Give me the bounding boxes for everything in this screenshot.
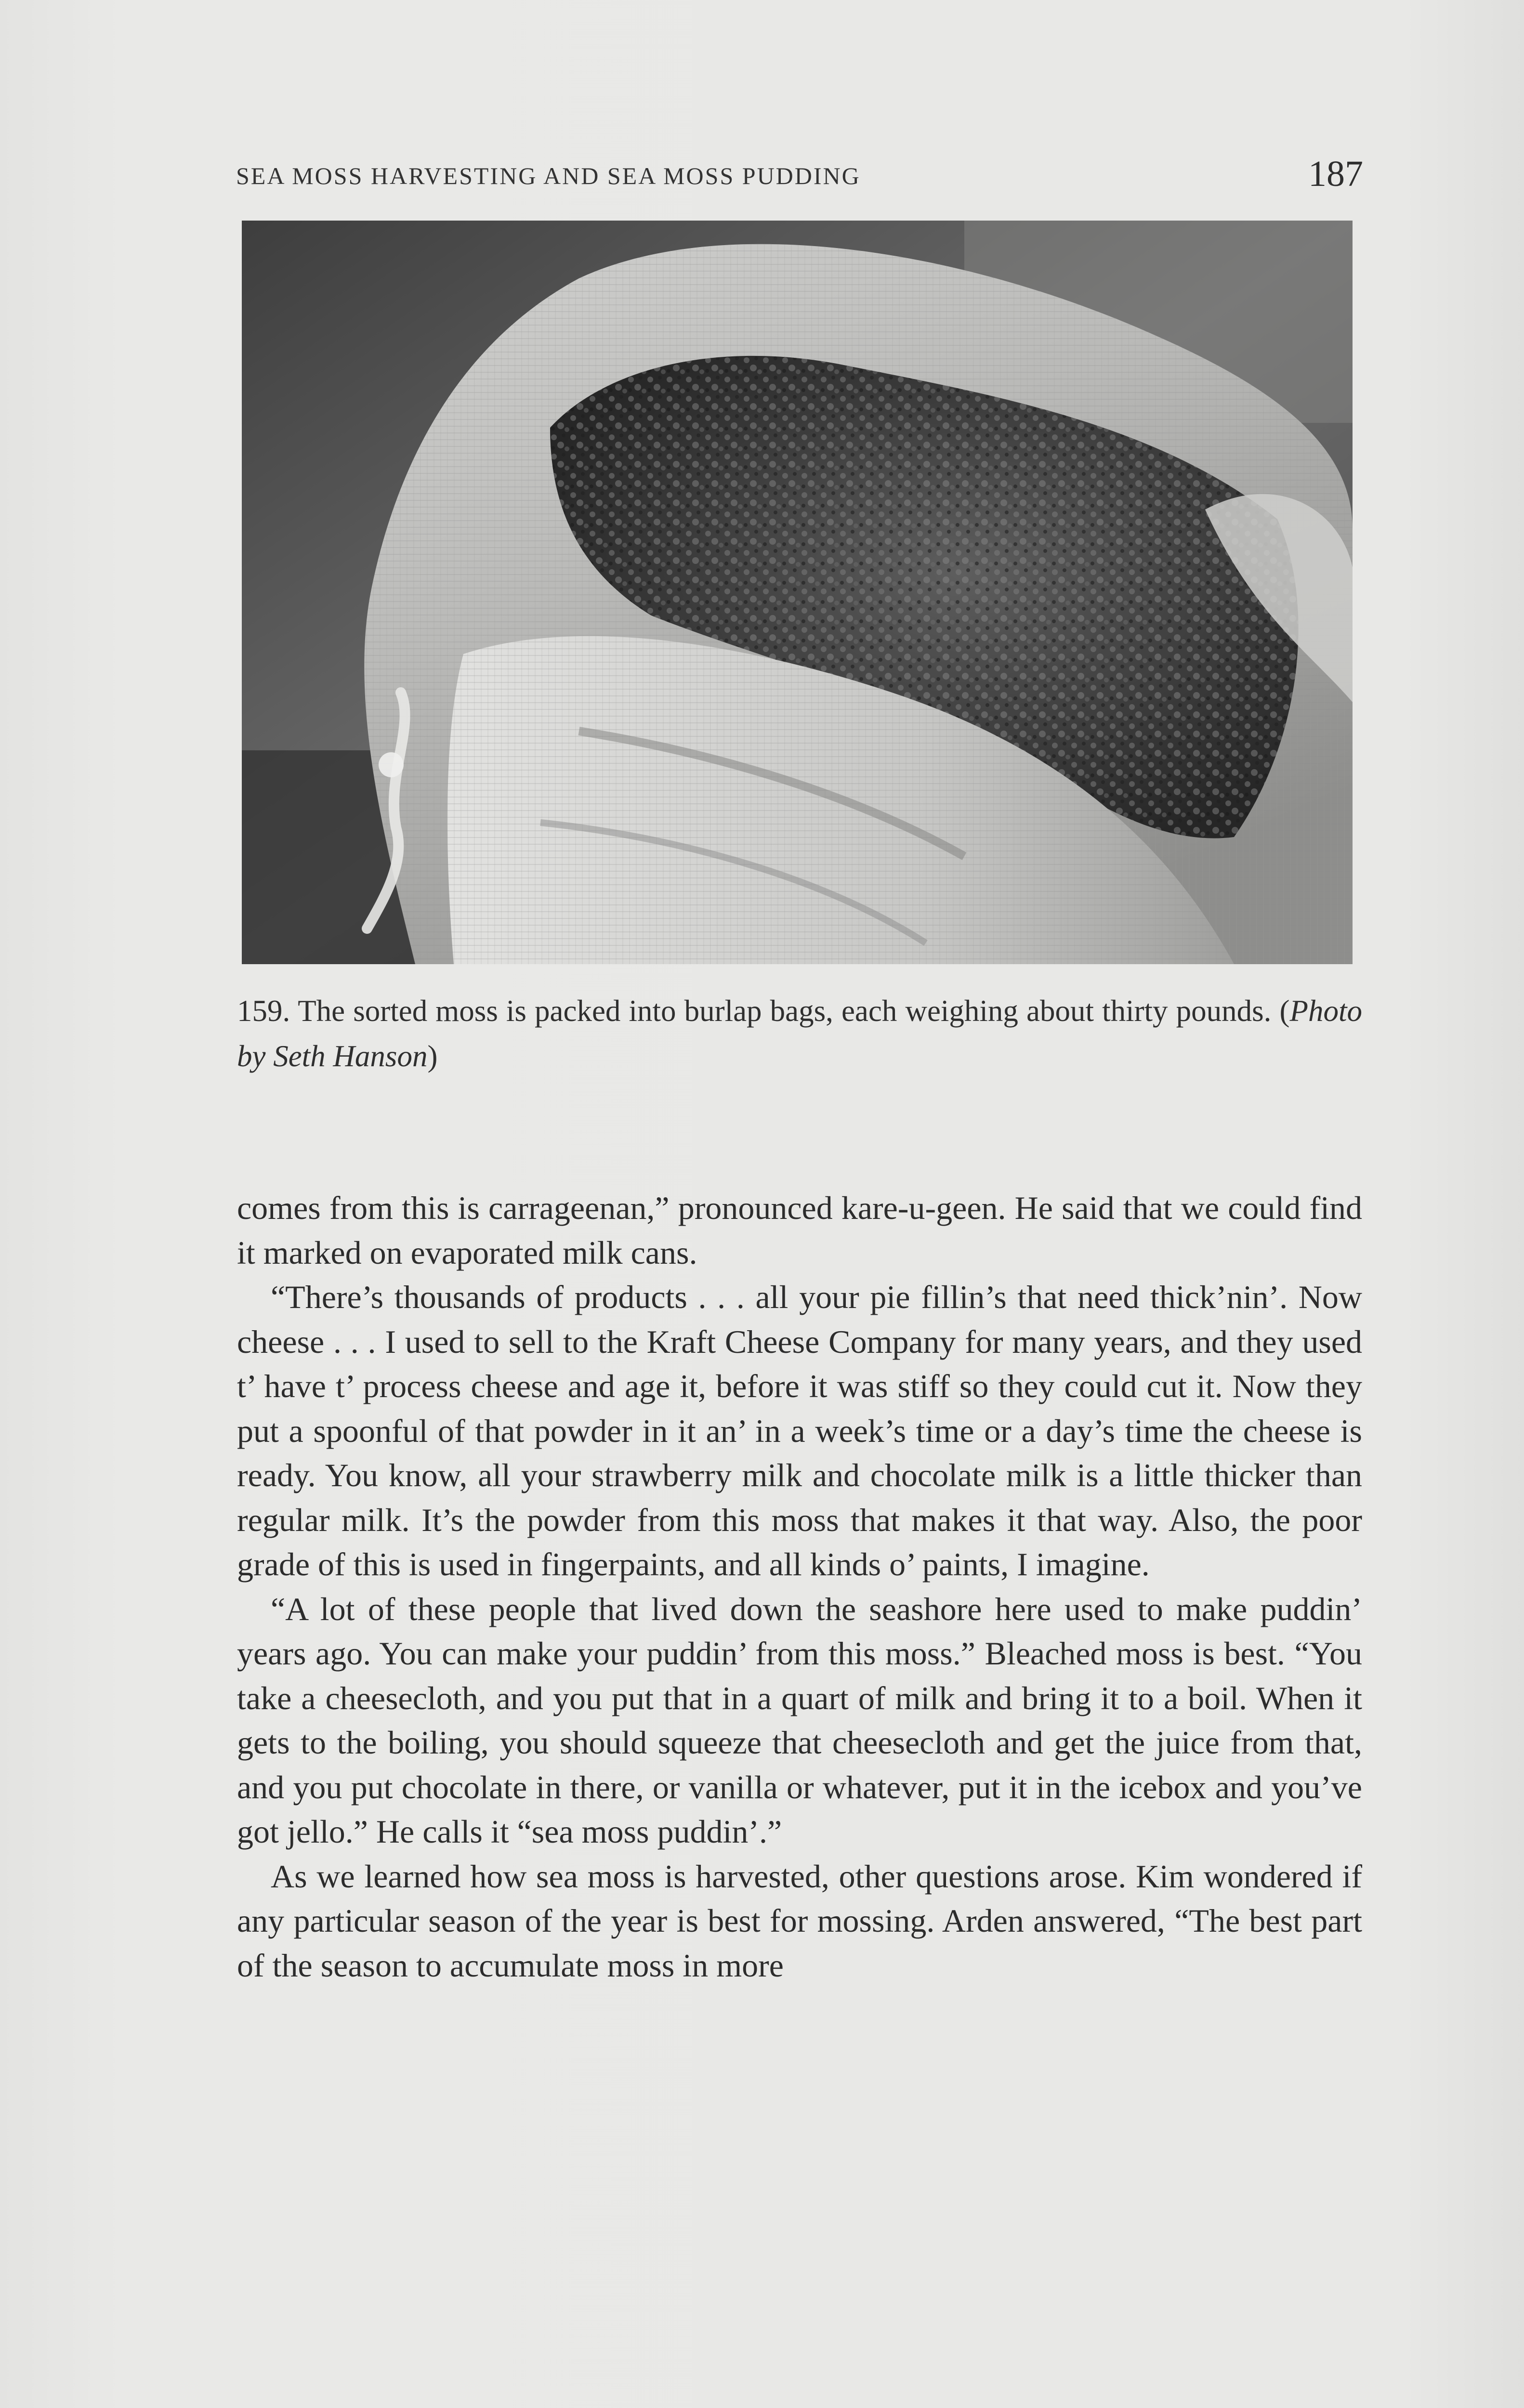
body-text: [237, 1186, 1362, 1988]
paragraph-2: “There’s thousands of products . . . all your pie fillin’s that need thick’nin’. Now cheese . . . I used to sell to the Kraft Cheese Company for many years, and they used t’ have t’ process cheese and age it, before it was stiff so they could cut it. Now they put a spoonful of that powder in it an’ in a week’s time or a day’s time the cheese is ready. You know, all your strawberry milk and chocolate milk is a little thicker than regular milk. It’s the powder from this moss that makes it that way. Also, the poor grade of this is used in fingerpaints, and all kinds o’ paints, I imagine.: [237, 1279, 1362, 1583]
paragraph-3: “A lot of these people that lived down the seashore here used to make puddin’ years ago. You can make your puddin’ from this moss.” Bleached moss is best. “You take a cheesecloth, and you put that in a quart of milk and bring it to a boil. When it gets to the boiling, you should squeeze that cheesecloth and get the juice from that, and you put chocolate in there, or vanilla or whatever, put it in the icebox and you’ve got jello.” He calls it “sea moss puddin’.”: [237, 1590, 1362, 1850]
caption-text: 159. The sorted moss is packed into burlap bags, each weighing about thirty pounds.: [237, 994, 1272, 1028]
page-number: 187: [1308, 154, 1363, 194]
running-head: [236, 153, 1363, 192]
paragraph-4: As we learned how sea moss is harvested, other questions arose. Kim wondered if any particular season of the year is best for mossing. Arden answered, “The best part of the season to accumulate moss in more: [237, 1858, 1362, 1984]
burlap-bag-photo: [242, 221, 1353, 964]
caption-credit: Photo by Seth Hanson: [237, 994, 1362, 1073]
paragraph-1: comes from this is carrageenan,” pronounced kare-u-geen. He said that we could find it marked on evaporated milk cans.: [237, 1190, 1362, 1271]
figure-caption: 159. The sorted moss is packed into burlap bags, each weighing about thirty pounds. (Photo by Seth Hanson): [237, 994, 1362, 1073]
running-title: SEA MOSS HARVESTING AND SEA MOSS PUDDING: [236, 162, 861, 189]
photo-illustration: [242, 221, 1353, 964]
